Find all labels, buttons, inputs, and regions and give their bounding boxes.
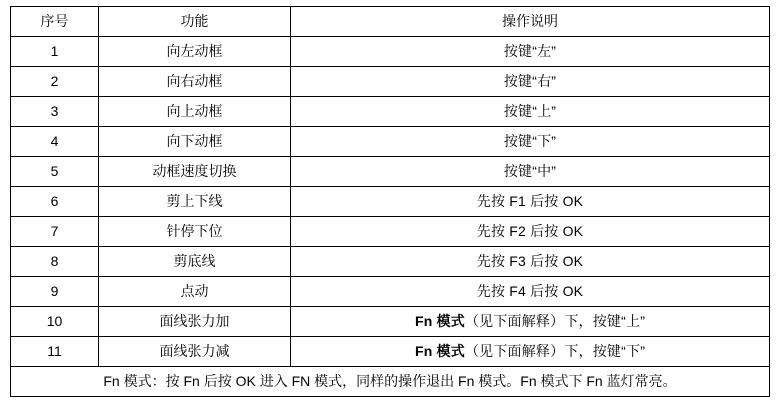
cell-description [291,247,770,277]
table-row [11,157,770,187]
desc-text: 先按 F4 后按 OK [476,283,584,299]
table-row [11,67,770,97]
table-body [11,7,770,397]
desc-text: 先按 F1 后按 OK [476,193,584,209]
cell-description [291,127,770,157]
cell-function: 面线张力减 [99,337,291,367]
table-row [11,37,770,67]
header-cell-seq: 序号 [11,7,99,37]
desc-text: （见下面解释）下，按键“下” [464,343,646,359]
cell-function: 针停下位 [99,217,291,247]
table-header-row [11,7,770,37]
table-note-row [11,367,770,397]
desc-text: 按键“上” [503,103,557,119]
cell-description [291,67,770,97]
cell-function: 动框速度切换 [99,157,291,187]
cell-function: 向下动框 [99,127,291,157]
desc-mode-label: Fn 模式 [414,343,465,359]
cell-seq: 2 [11,67,99,97]
desc-text: 先按 F2 后按 OK [476,223,584,239]
header-cell-description: 操作说明 [291,7,770,37]
cell-function: 面线张力加 [99,307,291,337]
table-row [11,277,770,307]
desc-mode-label: Fn 模式 [414,313,465,329]
cell-description [291,337,770,367]
cell-seq: 8 [11,247,99,277]
cell-function: 点动 [99,277,291,307]
cell-function: 向上动框 [99,97,291,127]
cell-seq: 1 [11,37,99,67]
cell-description [291,277,770,307]
cell-seq: 6 [11,187,99,217]
cell-description [291,37,770,67]
cell-function: 向右动框 [99,67,291,97]
cell-description [291,97,770,127]
desc-text: （见下面解释）下，按键“上” [464,313,646,329]
desc-text: 按键“右” [503,73,557,89]
cell-seq: 5 [11,157,99,187]
table-row [11,307,770,337]
cell-seq: 4 [11,127,99,157]
cell-description [291,157,770,187]
table-row [11,97,770,127]
cell-function: 剪底线 [99,247,291,277]
cell-seq: 9 [11,277,99,307]
cell-description [291,217,770,247]
header-cell-function: 功能 [99,7,291,37]
desc-text: 按键“左” [503,43,557,59]
cell-function: 向左动框 [99,37,291,67]
cell-seq: 10 [11,307,99,337]
desc-text: 按键“下” [503,133,557,149]
cell-seq: 7 [11,217,99,247]
fn-mode-note: Fn 模式：按 Fn 后按 OK 进入 FN 模式，同样的操作退出 Fn 模式。Fn 模式下 Fn 蓝灯常亮。 [11,367,770,397]
desc-text: 按键“中” [503,163,557,179]
cell-seq: 3 [11,97,99,127]
table-row [11,187,770,217]
table-row [11,217,770,247]
cell-seq: 11 [11,337,99,367]
table-row [11,247,770,277]
cell-description [291,187,770,217]
table-row [11,337,770,367]
desc-text: 先按 F3 后按 OK [476,253,584,269]
operation-table [10,6,770,397]
table-row [11,127,770,157]
cell-function: 剪上下线 [99,187,291,217]
cell-description [291,307,770,337]
